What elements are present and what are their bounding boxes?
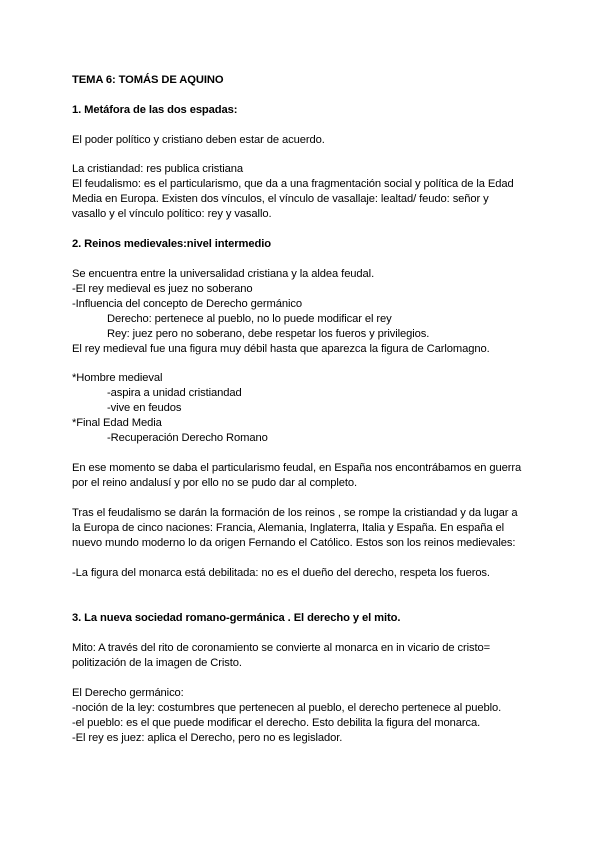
list-item: -el pueblo: es el que puede modificar el derecho. Esto debilita la figura del monarca.: [72, 717, 481, 729]
section-1-heading: 1. Metáfora de las dos espadas:: [72, 104, 238, 116]
paragraph-line: por el reino andalusí y por ello no se pudo dar al completo.: [72, 477, 358, 489]
list-subitem: Derecho: pertenece al pueblo, no lo puede modificar el rey: [107, 313, 392, 325]
section-2-heading: 2. Reinos medievales:nivel intermedio: [72, 238, 271, 250]
paragraph-line: nuevo mundo moderno lo da origen Fernando el Católico. Estos son los reinos medievales:: [72, 537, 516, 549]
list-item: -La figura del monarca está debilitada: no es el dueño del derecho, respeta los fueros.: [72, 567, 490, 579]
list-item: *Hombre medieval: [72, 372, 163, 384]
paragraph: Se encuentra entre la universalidad cristiana y la aldea feudal.: [72, 268, 375, 280]
list-subitem: -Recuperación Derecho Romano: [107, 432, 268, 444]
paragraph-line: En ese momento se daba el particularismo feudal, en España nos encontrábamos en guerra: [72, 462, 522, 474]
paragraph-line: Mito: A través del rito de coronamiento se convierte al monarca en in vicario de cristo=: [72, 642, 491, 654]
paragraph: El poder político y cristiano deben estar de acuerdo.: [72, 134, 325, 146]
paragraph-line: Media en Europa. Existen dos vínculos, el vínculo de vasallaje: lealtad/ feudo: señor y: [72, 193, 489, 205]
paragraph: El Derecho germánico:: [72, 687, 184, 699]
paragraph: La cristiandad: res publica cristiana: [72, 163, 244, 175]
list-subitem: -vive en feudos: [107, 402, 182, 414]
paragraph: El rey medieval fue una figura muy débil hasta que aparezca la figura de Carlomagno.: [72, 343, 490, 355]
paragraph-line: vasallo y el vínculo político: rey y vasallo.: [72, 208, 272, 220]
paragraph-line: Tras el feudalismo se darán la formación de los reinos , se rompe la cristiandad y da lugar a: [72, 507, 518, 519]
list-item: -noción de la ley: costumbres que pertenecen al pueblo, el derecho pertenece al pueblo.: [72, 702, 502, 714]
paragraph-line: El feudalismo: es el particularismo, que da a una fragmentación social y política de la Edad: [72, 178, 514, 190]
paragraph-line: la Europa de cinco naciones: Francia, Alemania, Inglaterra, Italia y España. En españa el: [72, 522, 505, 534]
document-title: TEMA 6: TOMÁS DE AQUINO: [72, 74, 224, 86]
list-item: -El rey es juez: aplica el Derecho, pero no es legislador.: [72, 732, 343, 744]
section-3-heading: 3. La nueva sociedad romano-germánica . El derecho y el mito.: [72, 612, 401, 624]
paragraph-line: politización de la imagen de Cristo.: [72, 657, 242, 669]
list-item: *Final Edad Media: [72, 417, 162, 429]
list-item: -Influencia del concepto de Derecho germánico: [72, 298, 302, 310]
list-subitem: Rey: juez pero no soberano, debe respetar los fueros y privilegios.: [107, 328, 430, 340]
list-subitem: -aspira a unidad cristiandad: [107, 387, 242, 399]
list-item: -El rey medieval es juez no soberano: [72, 283, 253, 295]
